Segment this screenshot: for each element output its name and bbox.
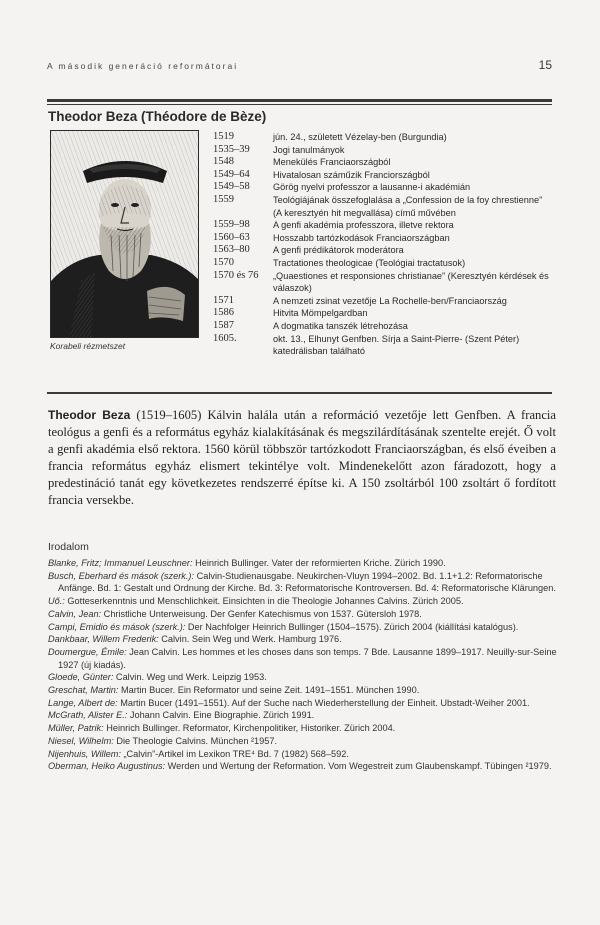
timeline-year: 1549–58 <box>213 181 250 193</box>
bibliography-entry <box>48 748 558 761</box>
timeline-row <box>213 131 553 144</box>
timeline-row <box>213 144 553 157</box>
entry-text: „Calvin”-Artikel im Lexikon TRE⁴ Bd. 7 (1982) 568–592. <box>120 748 349 759</box>
biography-paragraph <box>48 407 556 510</box>
timeline-year: 1519 <box>213 131 234 142</box>
page-number: 15 <box>538 58 552 72</box>
entry-text: Die Theologie Calvins. München ²1957. <box>113 735 278 746</box>
entry-author: McGrath, Alister E.: <box>48 710 128 721</box>
timeline-event: jún. 24., született Vézelay-ben (Burgundia) <box>273 132 447 142</box>
timeline-year: 1559–98 <box>213 219 250 231</box>
biography-name: Theodor Beza <box>48 408 131 422</box>
timeline-year: 1570 és 76 <box>213 269 259 281</box>
entry-text: Heinrich Bullinger. Reformator, Kirchenpolitiker, Historiker. Zürich 2004. <box>103 723 396 734</box>
bibliography-entry <box>48 735 558 748</box>
entry-text: Jean Calvin. Les hommes et les choses dans son temps. 7 Bde. Lausanne 1899–1917. Neuilly-sur-Seine 1927 (új kiadás). <box>58 646 557 670</box>
timeline-row <box>213 194 553 219</box>
timeline-year: 1548 <box>213 156 234 168</box>
timeline-year: 1570 <box>213 256 234 268</box>
running-header <box>47 58 552 72</box>
timeline-row <box>213 169 553 182</box>
portrait-engraving <box>50 130 199 338</box>
bibliography-entry <box>48 595 558 608</box>
portrait-caption: Korabeli rézmetszet <box>50 341 126 351</box>
timeline-event: Jogi tanulmányok <box>273 144 345 155</box>
timeline-year: 1571 <box>213 294 234 306</box>
timeline-year: 1559 <box>213 193 234 205</box>
entry-author: Blanke, Fritz; Immanuel Leuschner: <box>48 558 193 568</box>
entry-text: Calvin-Studienausgabe. Neukirchen-Vluyn 1994–2002. Bd. 1.1+1.2: Reformatorische Anfänge. Bd. 1: Gestalt und Ordnung der Kirche. Bd. 3: Reformatorische Kontroversen. Bd. 4: Reformatorische Klärungen. <box>58 570 556 594</box>
entry-text: Johann Calvin. Eine Biographie. Zürich 1991. <box>127 710 315 721</box>
entry-author: Uő.: <box>48 596 65 607</box>
timeline-row <box>213 232 553 245</box>
entry-text: Martin Bucer. Ein Reformator und seine Zeit. 1491–1551. München 1990. <box>118 685 420 696</box>
timeline-year: 1605. <box>213 332 237 344</box>
timeline-row <box>213 270 553 295</box>
entry-text: Christliche Unterweisung. Der Genfer Katechismus von 1537. Gütersloh 1978. <box>101 608 422 619</box>
bibliography-entry <box>48 722 558 735</box>
timeline-event: Hivatalosan száműzik Franciországból <box>273 169 430 180</box>
section-title: Theodor Beza (Théodore de Bèze) <box>48 109 267 124</box>
bibliography-entry <box>48 570 558 595</box>
timeline <box>213 131 553 358</box>
bibliography-entry <box>48 760 558 773</box>
biography-text: (1519–1605) Kálvin halála után a reformáció vezetője lett Genfben. A francia teológus a genfi és a református egyház kialakításának és megszilárdításának szentelte erejét. Ő volt a genfi akadémia első rektora. 1560 körül többször tartózkodott Franciaországban, és első éveiben a francia református egyház elismert tekintélye volt. Mindenekelőtt azon fáradozott, hogy a predestináció tanát egy következetes rendszerré építse ki. A 150 zsoltárból 100 zsoltárt ő fordított francia versekbe. <box>48 408 557 508</box>
entry-author: Müller, Patrik: <box>48 723 104 734</box>
timeline-year: 1563–80 <box>213 244 250 256</box>
timeline-event: A genfi prédikátorok moderátora <box>273 245 404 256</box>
bibliography-list <box>48 557 558 773</box>
entry-author: Campi, Emidio és mások (szerk.): <box>48 621 186 632</box>
entry-author: Busch, Eberhard és mások (szerk.): <box>48 570 195 581</box>
entry-text: Gotteserkenntnis und Menschlichkeit. Einsichten in die Theologie Johannes Calvins. Zürich 2005. <box>64 596 464 607</box>
timeline-event: Hitvita Mömpelgardban <box>273 308 368 319</box>
entry-text: Heinrich Bullinger. Vater der reformierten Kriche. Zürich 1990. <box>192 558 446 568</box>
timeline-year: 1535–39 <box>213 143 250 155</box>
bibliography-entry <box>48 684 558 697</box>
entry-author: Gloede, Günter: <box>48 672 114 683</box>
timeline-event: Hosszabb tartózkodások Franciaországban <box>273 232 450 243</box>
entry-author: Nijenhuis, Willem: <box>48 748 121 759</box>
bibliography-entry <box>48 671 558 684</box>
timeline-row <box>213 295 553 308</box>
top-double-rule <box>47 99 552 105</box>
timeline-row <box>213 307 553 320</box>
running-title: A második generáció reformátorai <box>47 61 239 71</box>
timeline-event: A genfi akadémia professzora, illetve rektora <box>273 220 454 231</box>
entry-text: Der Nachfolger Heinrich Bullinger (1504–1575). Zürich 2004 (kiállítási katalógus). <box>185 621 519 632</box>
entry-text: Calvin. Weg und Werk. Leipzig 1953. <box>113 672 267 683</box>
timeline-event: A dogmatika tanszék létrehozása <box>273 320 408 331</box>
entry-author: Oberman, Heiko Augustinus: <box>48 761 166 772</box>
timeline-event: Menekülés Franciaországból <box>273 157 391 168</box>
entry-author: Dankbaar, Willem Frederik: <box>48 634 159 645</box>
timeline-event: Teológiájának összefoglalása a „Confession de la foy chrestienne” (A keresztyén hit megvallása) című művében <box>273 194 543 218</box>
bibliography-entry <box>48 633 558 646</box>
timeline-row <box>213 156 553 169</box>
timeline-row <box>213 181 553 194</box>
timeline-row <box>213 257 553 270</box>
entry-author: Doumergue, Émile: <box>48 646 127 657</box>
timeline-event: „Quaestiones et responsiones christianae” (Keresztyén kérdések és válaszok) <box>273 270 549 294</box>
timeline-year: 1560–63 <box>213 231 250 243</box>
timeline-row <box>213 219 553 232</box>
bibliography-entry <box>48 709 558 722</box>
bibliography-entry <box>48 621 558 634</box>
timeline-row <box>213 244 553 257</box>
entry-author: Greschat, Martin: <box>48 685 119 696</box>
entry-author: Lange, Albert de: <box>48 697 118 708</box>
portrait-illustration <box>51 131 199 338</box>
timeline-event: okt. 13., Elhunyt Genfben. Sírja a Saint-Pierre- (Szent Péter) katedrálisban található <box>273 333 520 357</box>
timeline-event: Görög nyelvi professzor a lausanne-i akadémián <box>273 182 471 193</box>
timeline-row <box>213 333 553 358</box>
timeline-year: 1549–64 <box>213 168 250 180</box>
timeline-row <box>213 320 553 333</box>
timeline-event: A nemzeti zsinat vezetője La Rochelle-ben/Franciaország <box>273 295 507 306</box>
entry-text: Calvin. Sein Weg und Werk. Hamburg 1976. <box>158 634 342 645</box>
bibliography-entry <box>48 557 558 570</box>
bottom-rule <box>47 392 552 394</box>
bibliography-entry <box>48 697 558 710</box>
timeline-year: 1586 <box>213 307 234 319</box>
entry-author: Calvin, Jean: <box>48 608 102 619</box>
bibliography-entry <box>48 608 558 621</box>
timeline-event: Tractationes theologicae (Teológiai tractatusok) <box>273 257 466 268</box>
entry-text: Werden und Wertung der Reformation. Vom Wegestreit zum Glaubenskampf. Tübingen ²1979. <box>165 761 552 772</box>
entry-text: Martin Bucer (1491–1551). Auf der Suche nach Wiederherstellung der Einheit. Ubstadt-Weiher 2001. <box>117 697 530 708</box>
bibliography-entry <box>48 646 558 671</box>
timeline-year: 1587 <box>213 319 234 331</box>
entry-author: Niesel, Wilhelm: <box>48 735 114 746</box>
bibliography-heading: Irodalom <box>48 541 89 553</box>
